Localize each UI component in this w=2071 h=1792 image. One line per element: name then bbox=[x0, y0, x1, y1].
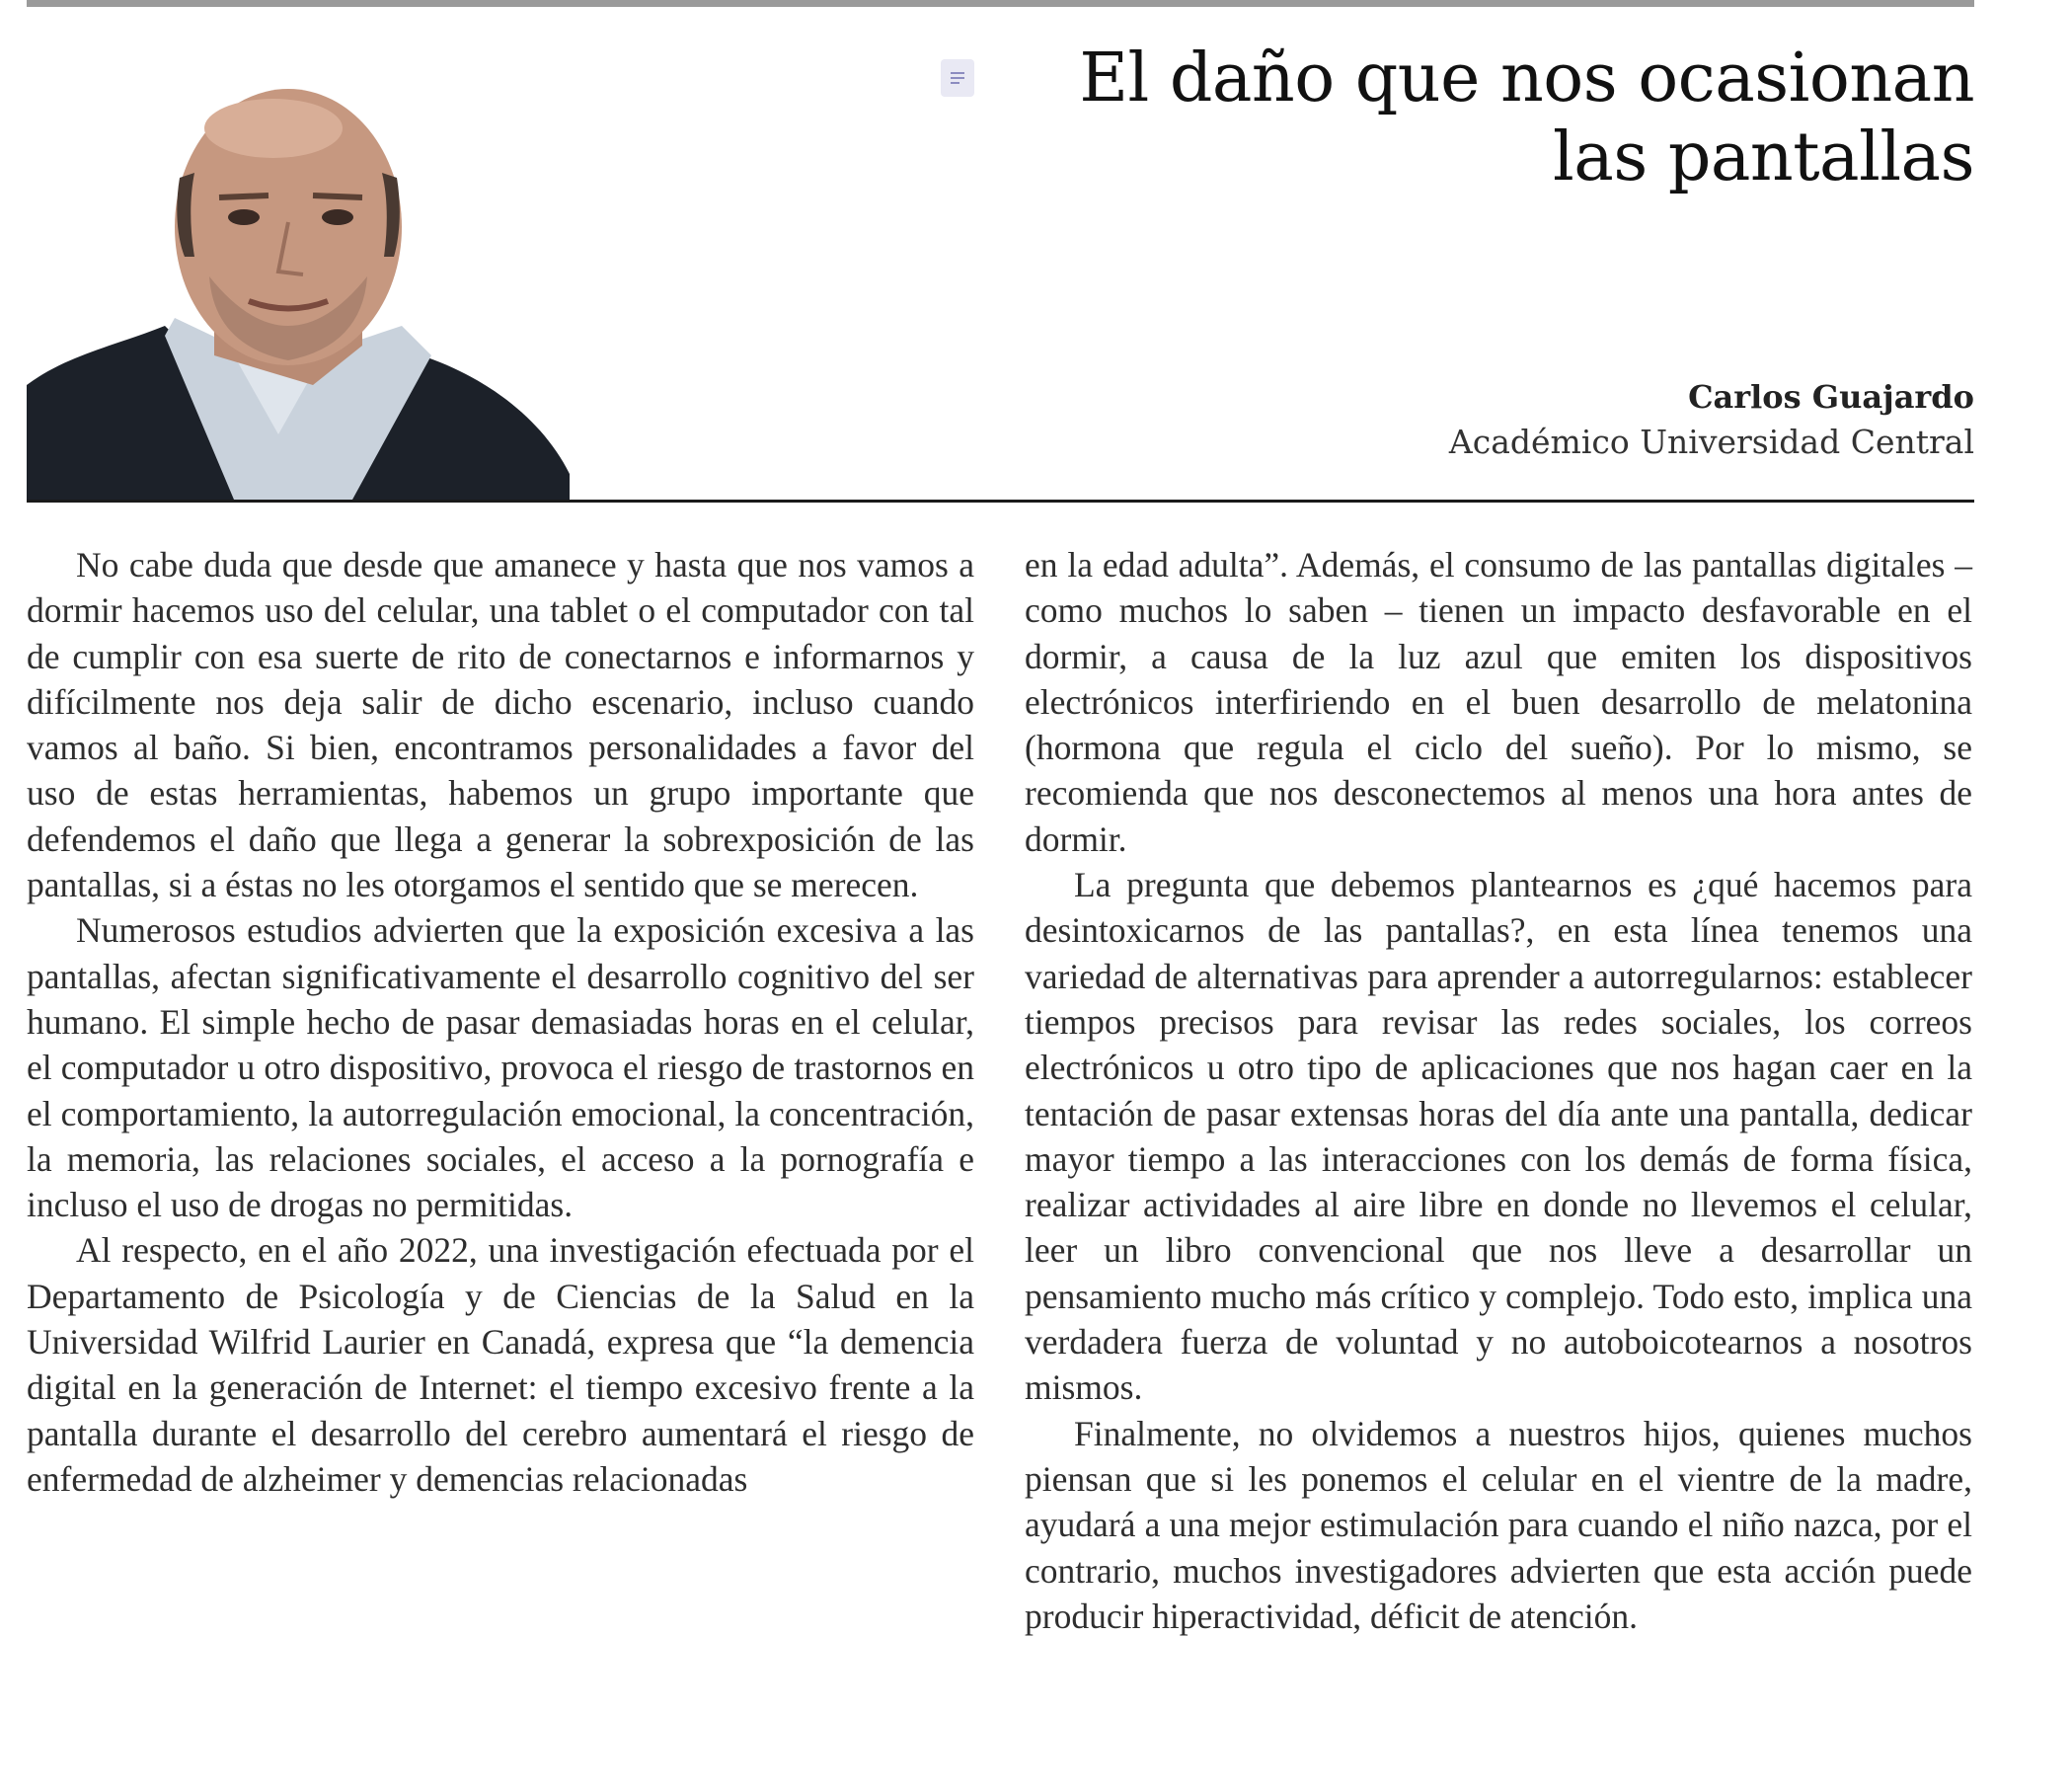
author-name: Carlos Guajardo bbox=[1688, 378, 1974, 416]
paragraph: La pregunta que debemos plantearnos es ¿qué hacemos para desintoxicarnos de las pantallas?, en esta línea tenemos una variedad de alternativas para aprender a autorregularnos: establecer tiempos precisos para revisar las redes sociales, los correos electrónicos u otro tipo de aplicaciones que nos hagan caer en la tentación de pasar extensas horas del día ante una pantalla, dedicar mayor tiempo a las interacciones con los demás de forma física, realizar actividades al aire libre en donde no llevemos el celular, leer un libro convencional que nos lleve a desarrollar un pensamiento mucho más crítico y complejo. Todo esto, implica una verdadera fuerza de voluntad y no autoboicotearnos a nosotros mismos. bbox=[1025, 865, 1972, 1408]
document-icon[interactable] bbox=[941, 59, 974, 97]
body-column-left bbox=[27, 542, 974, 1756]
article-title: El daño que nos ocasionan las pantallas bbox=[1079, 39, 1974, 196]
paragraph: Al respecto, en el año 2022, una investigación efectuada por el Departamento de Psicología y de Ciencias de la Salud en la Universidad Wilfrid Laurier en Canadá, expresa que “la demencia digital en la generación de Internet: el tiempo excesivo frente a la pantalla durante el desarrollo del cerebro aumentará el riesgo de enfermedad de alzheimer y demencias relacionadas bbox=[27, 1230, 974, 1499]
header-divider bbox=[27, 500, 1974, 503]
author-byline bbox=[1185, 375, 1974, 466]
paragraph-continuation: en la edad adulta”. Además, el consumo de las pantallas digitales – como muchos lo saben – tienen un impacto desfavorable en el dormir, a causa de la luz azul que emiten los dispositivos electrónicos interfiriendo en el buen desarrollo de melatonina (hormona que regula el ciclo del sueño). Por lo mismo, se recomienda que nos desconectemos al menos una hora antes de dormir. bbox=[1025, 545, 1972, 859]
top-border bbox=[27, 0, 1974, 7]
author-portrait bbox=[27, 59, 570, 500]
body-column-right bbox=[1025, 542, 1972, 1756]
paragraph: Numerosos estudios advierten que la exposición excesiva a las pantallas, afectan significativamente el desarrollo cognitivo del ser humano. El simple hecho de pasar demasiadas horas en el celular, el computador u otro dispositivo, provoca el riesgo de trastornos en el comportamiento, la autorregulación emocional, la concentración, la memoria, las relaciones sociales, el acceso a la pornografía e incluso el uso de drogas no permitidas. bbox=[27, 910, 974, 1225]
paragraph: No cabe duda que desde que amanece y hasta que nos vamos a dormir hacemos uso del celular, una tablet o el computador con tal de cumplir con esa suerte de rito de conectarnos e informarnos y difícilmente nos deja salir de dicho escenario, incluso cuando vamos al baño. Si bien, encontramos personalidades a favor del uso de estas herramientas, habemos un grupo importante que defendemos el daño que llega a generar la sobrexposición de las pantallas, si a éstas no les otorgamos el sentido que se merecen. bbox=[27, 545, 974, 905]
paragraph: Finalmente, no olvidemos a nuestros hijos, quienes muchos piensan que si les ponemos el celular en el vientre de la madre, ayudará a una mejor estimulación para cuando el niño nazca, por el contrario, muchos investigadores advierten que esta acción puede producir hiperactividad, déficit de atención. bbox=[1025, 1413, 1972, 1636]
author-role: Académico Universidad Central bbox=[1448, 423, 1974, 461]
